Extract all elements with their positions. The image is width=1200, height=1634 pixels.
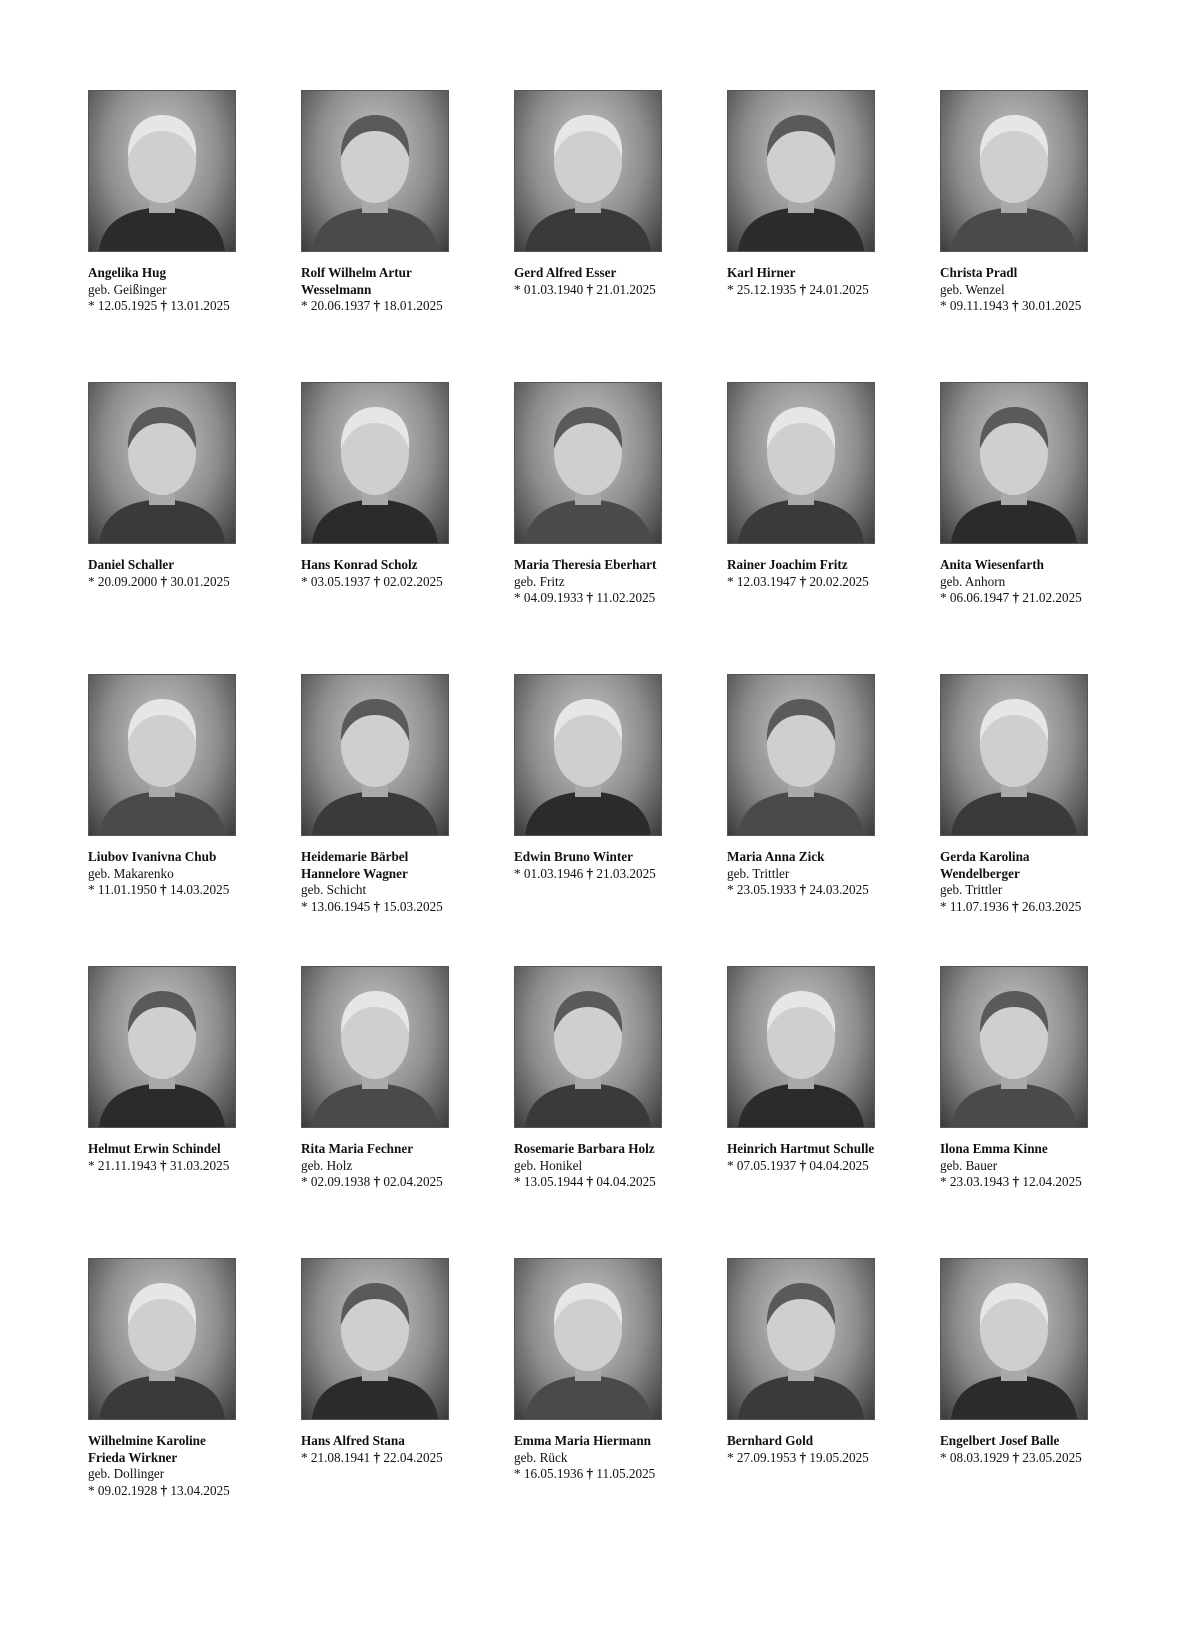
died-symbol: † bbox=[799, 281, 807, 297]
born-symbol: * bbox=[727, 882, 734, 897]
born-symbol: * bbox=[88, 298, 95, 313]
obituary-text bbox=[940, 1141, 1088, 1191]
birth-name: geb. Schicht bbox=[301, 882, 367, 897]
died-symbol: † bbox=[1012, 1174, 1020, 1189]
birth-name: geb. Fritz bbox=[514, 573, 565, 589]
obituary-text bbox=[514, 557, 662, 607]
obituary-entry bbox=[301, 382, 449, 674]
obituary-entry bbox=[88, 90, 236, 382]
birth-date: 11.01.1950 bbox=[97, 882, 157, 897]
obituary-entry bbox=[514, 90, 662, 382]
portrait-silhouette bbox=[515, 383, 661, 543]
born-symbol: * bbox=[940, 298, 947, 313]
portrait-photo bbox=[514, 1258, 662, 1420]
born-symbol: * bbox=[301, 1174, 308, 1189]
deceased-name: Heidemarie Bärbel Hannelore Wagner bbox=[301, 849, 409, 881]
portrait-photo bbox=[301, 966, 449, 1128]
obituary-text bbox=[940, 1433, 1088, 1466]
obituary-grid bbox=[88, 90, 1088, 1550]
death-date: 02.02.2025 bbox=[383, 573, 443, 589]
obituary-entry bbox=[727, 1258, 875, 1550]
death-date: 21.01.2025 bbox=[596, 281, 656, 297]
deceased-name: Ilona Emma Kinne bbox=[940, 1141, 1048, 1156]
death-date: 04.04.2025 bbox=[809, 1157, 869, 1173]
obituary-text bbox=[940, 265, 1088, 315]
born-symbol: * bbox=[88, 573, 95, 589]
deceased-name: Rita Maria Fechner bbox=[301, 1141, 414, 1156]
birth-name: geb. Honikel bbox=[514, 1157, 583, 1173]
portrait-silhouette bbox=[728, 675, 874, 835]
birth-date: 12.03.1947 bbox=[736, 573, 797, 589]
deceased-name: Angelika Hug bbox=[88, 265, 167, 280]
portrait-silhouette bbox=[89, 1259, 235, 1419]
deceased-name: Heinrich Hartmut Schulle bbox=[727, 1141, 875, 1156]
birth-name: geb. Trittler bbox=[727, 865, 790, 881]
birth-date: 23.05.1933 bbox=[736, 882, 797, 897]
deceased-name: Gerda Karolina Wendelberger bbox=[940, 849, 1030, 881]
life-dates bbox=[940, 1450, 1088, 1467]
birth-date: 20.06.1937 bbox=[310, 298, 371, 313]
portrait-silhouette bbox=[302, 675, 448, 835]
born-symbol: * bbox=[301, 298, 308, 313]
portrait-photo bbox=[514, 382, 662, 544]
died-symbol: † bbox=[373, 1449, 381, 1465]
birth-name: geb. Makarenko bbox=[88, 865, 174, 881]
death-date: 20.02.2025 bbox=[809, 573, 869, 589]
birth-date: 01.03.1940 bbox=[523, 281, 584, 297]
born-symbol: * bbox=[514, 281, 521, 297]
obituary-text bbox=[514, 1433, 662, 1483]
birth-date: 13.05.1944 bbox=[523, 1174, 584, 1189]
birth-date: 09.11.1943 bbox=[949, 298, 1009, 313]
born-symbol: * bbox=[727, 573, 734, 589]
portrait-photo bbox=[88, 1258, 236, 1420]
portrait-photo bbox=[727, 90, 875, 252]
life-dates bbox=[301, 574, 449, 591]
life-dates bbox=[88, 298, 236, 315]
death-date: 13.01.2025 bbox=[170, 298, 230, 313]
died-symbol: † bbox=[373, 573, 381, 589]
portrait-silhouette bbox=[728, 967, 874, 1127]
obituary-entry bbox=[514, 966, 662, 1258]
died-symbol: † bbox=[799, 573, 807, 589]
died-symbol: † bbox=[586, 590, 594, 605]
obituary-entry bbox=[301, 674, 449, 966]
deceased-name: Liubov Ivanivna Chub bbox=[88, 849, 217, 864]
obituary-text bbox=[301, 557, 449, 590]
death-date: 11.02.2025 bbox=[596, 590, 656, 605]
life-dates bbox=[514, 1174, 662, 1191]
died-symbol: † bbox=[1012, 298, 1019, 313]
obituary-text bbox=[727, 1433, 875, 1466]
birth-date: 06.06.1947 bbox=[949, 590, 1010, 605]
birth-date: 09.02.1928 bbox=[97, 1482, 158, 1498]
born-symbol: * bbox=[727, 281, 734, 297]
born-symbol: * bbox=[88, 882, 95, 897]
death-date: 12.04.2025 bbox=[1022, 1174, 1082, 1189]
birth-date: 21.11.1943 bbox=[97, 1157, 157, 1173]
obituary-text bbox=[940, 849, 1088, 915]
birth-date: 03.05.1937 bbox=[310, 573, 371, 589]
birth-date: 01.03.1946 bbox=[523, 865, 584, 881]
portrait-photo bbox=[301, 1258, 449, 1420]
life-dates bbox=[727, 282, 875, 299]
portrait-silhouette bbox=[515, 91, 661, 251]
portrait-silhouette bbox=[941, 91, 1087, 251]
portrait-photo bbox=[301, 90, 449, 252]
birth-name: geb. Wenzel bbox=[940, 281, 1005, 297]
obituary-entry bbox=[940, 1258, 1088, 1550]
death-date: 31.03.2025 bbox=[169, 1157, 230, 1173]
obituary-text bbox=[88, 1433, 236, 1499]
life-dates bbox=[88, 1483, 236, 1500]
portrait-photo bbox=[514, 90, 662, 252]
obituary-entry bbox=[940, 674, 1088, 966]
life-dates bbox=[514, 590, 662, 607]
portrait-silhouette bbox=[941, 967, 1087, 1127]
portrait-silhouette bbox=[89, 91, 235, 251]
life-dates bbox=[301, 899, 449, 916]
died-symbol: † bbox=[1012, 1449, 1020, 1465]
died-symbol: † bbox=[1012, 590, 1020, 605]
birth-date: 25.12.1935 bbox=[736, 281, 797, 297]
deceased-name: Rainer Joachim Fritz bbox=[727, 557, 848, 572]
portrait-silhouette bbox=[89, 967, 235, 1127]
born-symbol: * bbox=[301, 1449, 308, 1465]
obituary-entry bbox=[940, 382, 1088, 674]
portrait-photo bbox=[940, 382, 1088, 544]
portrait-photo bbox=[514, 674, 662, 836]
obituary-text bbox=[514, 265, 662, 298]
portrait-photo bbox=[301, 382, 449, 544]
birth-date: 11.07.1936 bbox=[949, 898, 1009, 914]
obituary-text bbox=[301, 849, 449, 915]
birth-date: 02.09.1938 bbox=[310, 1174, 371, 1189]
obituary-text bbox=[88, 557, 236, 590]
birth-name: geb. Bauer bbox=[940, 1157, 998, 1173]
portrait-photo bbox=[88, 90, 236, 252]
deceased-name: Wilhelmine Karoline Frieda Wirkner bbox=[88, 1433, 206, 1465]
deceased-name: Christa Pradl bbox=[940, 265, 1018, 280]
birth-date: 23.03.1943 bbox=[949, 1174, 1010, 1189]
obituary-entry bbox=[940, 90, 1088, 382]
portrait-silhouette bbox=[515, 967, 661, 1127]
portrait-photo bbox=[940, 966, 1088, 1128]
obituary-entry bbox=[727, 966, 875, 1258]
obituary-text bbox=[88, 265, 236, 315]
life-dates bbox=[514, 282, 662, 299]
obituary-entry bbox=[88, 382, 236, 674]
death-date: 11.05.2025 bbox=[596, 1466, 656, 1481]
portrait-silhouette bbox=[941, 675, 1087, 835]
born-symbol: * bbox=[514, 1466, 521, 1481]
died-symbol: † bbox=[586, 1174, 594, 1189]
portrait-photo bbox=[88, 382, 236, 544]
deceased-name: Anita Wiesenfarth bbox=[940, 557, 1044, 572]
died-symbol: † bbox=[799, 1157, 807, 1173]
died-symbol: † bbox=[160, 882, 167, 897]
born-symbol: * bbox=[514, 1174, 521, 1189]
life-dates bbox=[727, 1158, 875, 1175]
portrait-photo bbox=[301, 674, 449, 836]
birth-name: geb. Holz bbox=[301, 1157, 353, 1173]
portrait-silhouette bbox=[728, 91, 874, 251]
obituary-text bbox=[514, 1141, 662, 1191]
portrait-photo bbox=[727, 966, 875, 1128]
life-dates bbox=[88, 1158, 236, 1175]
deceased-name: Karl Hirner bbox=[727, 265, 796, 280]
birth-date: 08.03.1929 bbox=[949, 1449, 1010, 1465]
obituary-entry bbox=[301, 1258, 449, 1550]
portrait-photo bbox=[727, 674, 875, 836]
portrait-silhouette bbox=[941, 383, 1087, 543]
death-date: 18.01.2025 bbox=[383, 298, 443, 313]
life-dates bbox=[88, 882, 236, 899]
died-symbol: † bbox=[1012, 898, 1019, 914]
death-date: 23.05.2025 bbox=[1022, 1449, 1082, 1465]
born-symbol: * bbox=[88, 1482, 95, 1498]
born-symbol: * bbox=[940, 1174, 947, 1189]
portrait-silhouette bbox=[302, 383, 448, 543]
deceased-name: Helmut Erwin Schindel bbox=[88, 1141, 221, 1156]
died-symbol: † bbox=[799, 882, 807, 897]
portrait-silhouette bbox=[515, 1259, 661, 1419]
deceased-name: Maria Anna Zick bbox=[727, 849, 825, 864]
obituary-text bbox=[514, 849, 662, 882]
life-dates bbox=[727, 574, 875, 591]
deceased-name: Hans Konrad Scholz bbox=[301, 557, 418, 572]
died-symbol: † bbox=[160, 573, 168, 589]
death-date: 30.01.2025 bbox=[1021, 298, 1082, 313]
obituary-entry bbox=[514, 1258, 662, 1550]
death-date: 02.04.2025 bbox=[383, 1174, 443, 1189]
born-symbol: * bbox=[514, 590, 521, 605]
death-date: 22.04.2025 bbox=[383, 1449, 443, 1465]
birth-name: geb. Dollinger bbox=[88, 1466, 165, 1481]
death-date: 04.04.2025 bbox=[596, 1174, 656, 1189]
birth-date: 07.05.1937 bbox=[736, 1157, 797, 1173]
death-date: 14.03.2025 bbox=[169, 882, 230, 897]
died-symbol: † bbox=[160, 1157, 167, 1173]
obituary-entry bbox=[514, 382, 662, 674]
birth-date: 20.09.2000 bbox=[97, 573, 158, 589]
portrait-photo bbox=[727, 382, 875, 544]
life-dates bbox=[940, 899, 1088, 916]
life-dates bbox=[301, 1450, 449, 1467]
death-date: 15.03.2025 bbox=[383, 898, 443, 914]
born-symbol: * bbox=[88, 1157, 95, 1173]
obituary-text bbox=[301, 1433, 449, 1466]
born-symbol: * bbox=[727, 1157, 734, 1173]
life-dates bbox=[940, 298, 1088, 315]
portrait-photo bbox=[940, 90, 1088, 252]
birth-date: 12.05.1925 bbox=[97, 298, 158, 313]
deceased-name: Rosemarie Barbara Holz bbox=[514, 1141, 655, 1156]
obituary-entry bbox=[940, 966, 1088, 1258]
obituary-text bbox=[727, 557, 875, 590]
deceased-name: Maria Theresia Eberhart bbox=[514, 557, 657, 572]
life-dates bbox=[301, 298, 449, 315]
deceased-name: Rolf Wilhelm Artur Wesselmann bbox=[301, 265, 412, 297]
birth-name: geb. Geißinger bbox=[88, 281, 167, 297]
born-symbol: * bbox=[301, 898, 308, 914]
death-date: 26.03.2025 bbox=[1021, 898, 1082, 914]
obituary-text bbox=[940, 557, 1088, 607]
portrait-silhouette bbox=[941, 1259, 1087, 1419]
birth-name: geb. Trittler bbox=[940, 882, 1003, 897]
portrait-silhouette bbox=[728, 1259, 874, 1419]
born-symbol: * bbox=[727, 1449, 734, 1465]
portrait-photo bbox=[940, 1258, 1088, 1420]
deceased-name: Engelbert Josef Balle bbox=[940, 1433, 1060, 1448]
death-date: 24.03.2025 bbox=[809, 882, 869, 897]
birth-date: 21.08.1941 bbox=[310, 1449, 371, 1465]
death-date: 21.03.2025 bbox=[596, 865, 656, 881]
birth-name: geb. Anhorn bbox=[940, 573, 1006, 589]
obituary-text bbox=[301, 265, 449, 315]
portrait-photo bbox=[727, 1258, 875, 1420]
life-dates bbox=[88, 574, 236, 591]
death-date: 30.01.2025 bbox=[170, 573, 230, 589]
death-date: 24.01.2025 bbox=[809, 281, 869, 297]
died-symbol: † bbox=[586, 865, 594, 881]
portrait-silhouette bbox=[89, 675, 235, 835]
portrait-silhouette bbox=[89, 383, 235, 543]
obituary-entry bbox=[88, 674, 236, 966]
portrait-silhouette bbox=[302, 91, 448, 251]
deceased-name: Bernhard Gold bbox=[727, 1433, 814, 1448]
deceased-name: Emma Maria Hiermann bbox=[514, 1433, 651, 1448]
portrait-photo bbox=[88, 966, 236, 1128]
portrait-photo bbox=[940, 674, 1088, 836]
death-date: 19.05.2025 bbox=[809, 1449, 869, 1465]
obituary-entry bbox=[301, 90, 449, 382]
obituary-text bbox=[301, 1141, 449, 1191]
life-dates bbox=[940, 1174, 1088, 1191]
obituary-entry bbox=[88, 1258, 236, 1550]
portrait-silhouette bbox=[728, 383, 874, 543]
died-symbol: † bbox=[586, 281, 594, 297]
death-date: 21.02.2025 bbox=[1022, 590, 1082, 605]
born-symbol: * bbox=[940, 898, 947, 914]
died-symbol: † bbox=[373, 898, 381, 914]
obituary-text bbox=[727, 849, 875, 899]
died-symbol: † bbox=[160, 298, 168, 313]
died-symbol: † bbox=[373, 298, 381, 313]
obituary-text bbox=[727, 265, 875, 298]
life-dates bbox=[514, 1466, 662, 1483]
died-symbol: † bbox=[373, 1174, 381, 1189]
birth-name: geb. Rück bbox=[514, 1449, 568, 1465]
deceased-name: Edwin Bruno Winter bbox=[514, 849, 633, 864]
deceased-name: Daniel Schaller bbox=[88, 557, 175, 572]
life-dates bbox=[301, 1174, 449, 1191]
life-dates bbox=[727, 882, 875, 899]
died-symbol: † bbox=[160, 1482, 168, 1498]
born-symbol: * bbox=[301, 573, 308, 589]
obituary-entry bbox=[301, 966, 449, 1258]
born-symbol: * bbox=[940, 590, 947, 605]
life-dates bbox=[514, 866, 662, 883]
portrait-silhouette bbox=[515, 675, 661, 835]
born-symbol: * bbox=[514, 865, 521, 881]
obituary-entry bbox=[727, 382, 875, 674]
died-symbol: † bbox=[586, 1466, 594, 1481]
deceased-name: Gerd Alfred Esser bbox=[514, 265, 617, 280]
obituary-entry bbox=[514, 674, 662, 966]
obituary-text bbox=[88, 849, 236, 899]
portrait-silhouette bbox=[302, 967, 448, 1127]
portrait-photo bbox=[514, 966, 662, 1128]
died-symbol: † bbox=[799, 1449, 807, 1465]
obituary-entry bbox=[727, 674, 875, 966]
birth-date: 16.05.1936 bbox=[523, 1466, 584, 1481]
life-dates bbox=[727, 1450, 875, 1467]
obituary-entry bbox=[727, 90, 875, 382]
born-symbol: * bbox=[940, 1449, 947, 1465]
obituary-text bbox=[88, 1141, 236, 1174]
deceased-name: Hans Alfred Stana bbox=[301, 1433, 405, 1448]
death-date: 13.04.2025 bbox=[170, 1482, 230, 1498]
birth-date: 13.06.1945 bbox=[310, 898, 371, 914]
life-dates bbox=[940, 590, 1088, 607]
portrait-silhouette bbox=[302, 1259, 448, 1419]
birth-date: 04.09.1933 bbox=[523, 590, 584, 605]
portrait-photo bbox=[88, 674, 236, 836]
obituary-text bbox=[727, 1141, 875, 1174]
birth-date: 27.09.1953 bbox=[736, 1449, 797, 1465]
obituary-entry bbox=[88, 966, 236, 1258]
